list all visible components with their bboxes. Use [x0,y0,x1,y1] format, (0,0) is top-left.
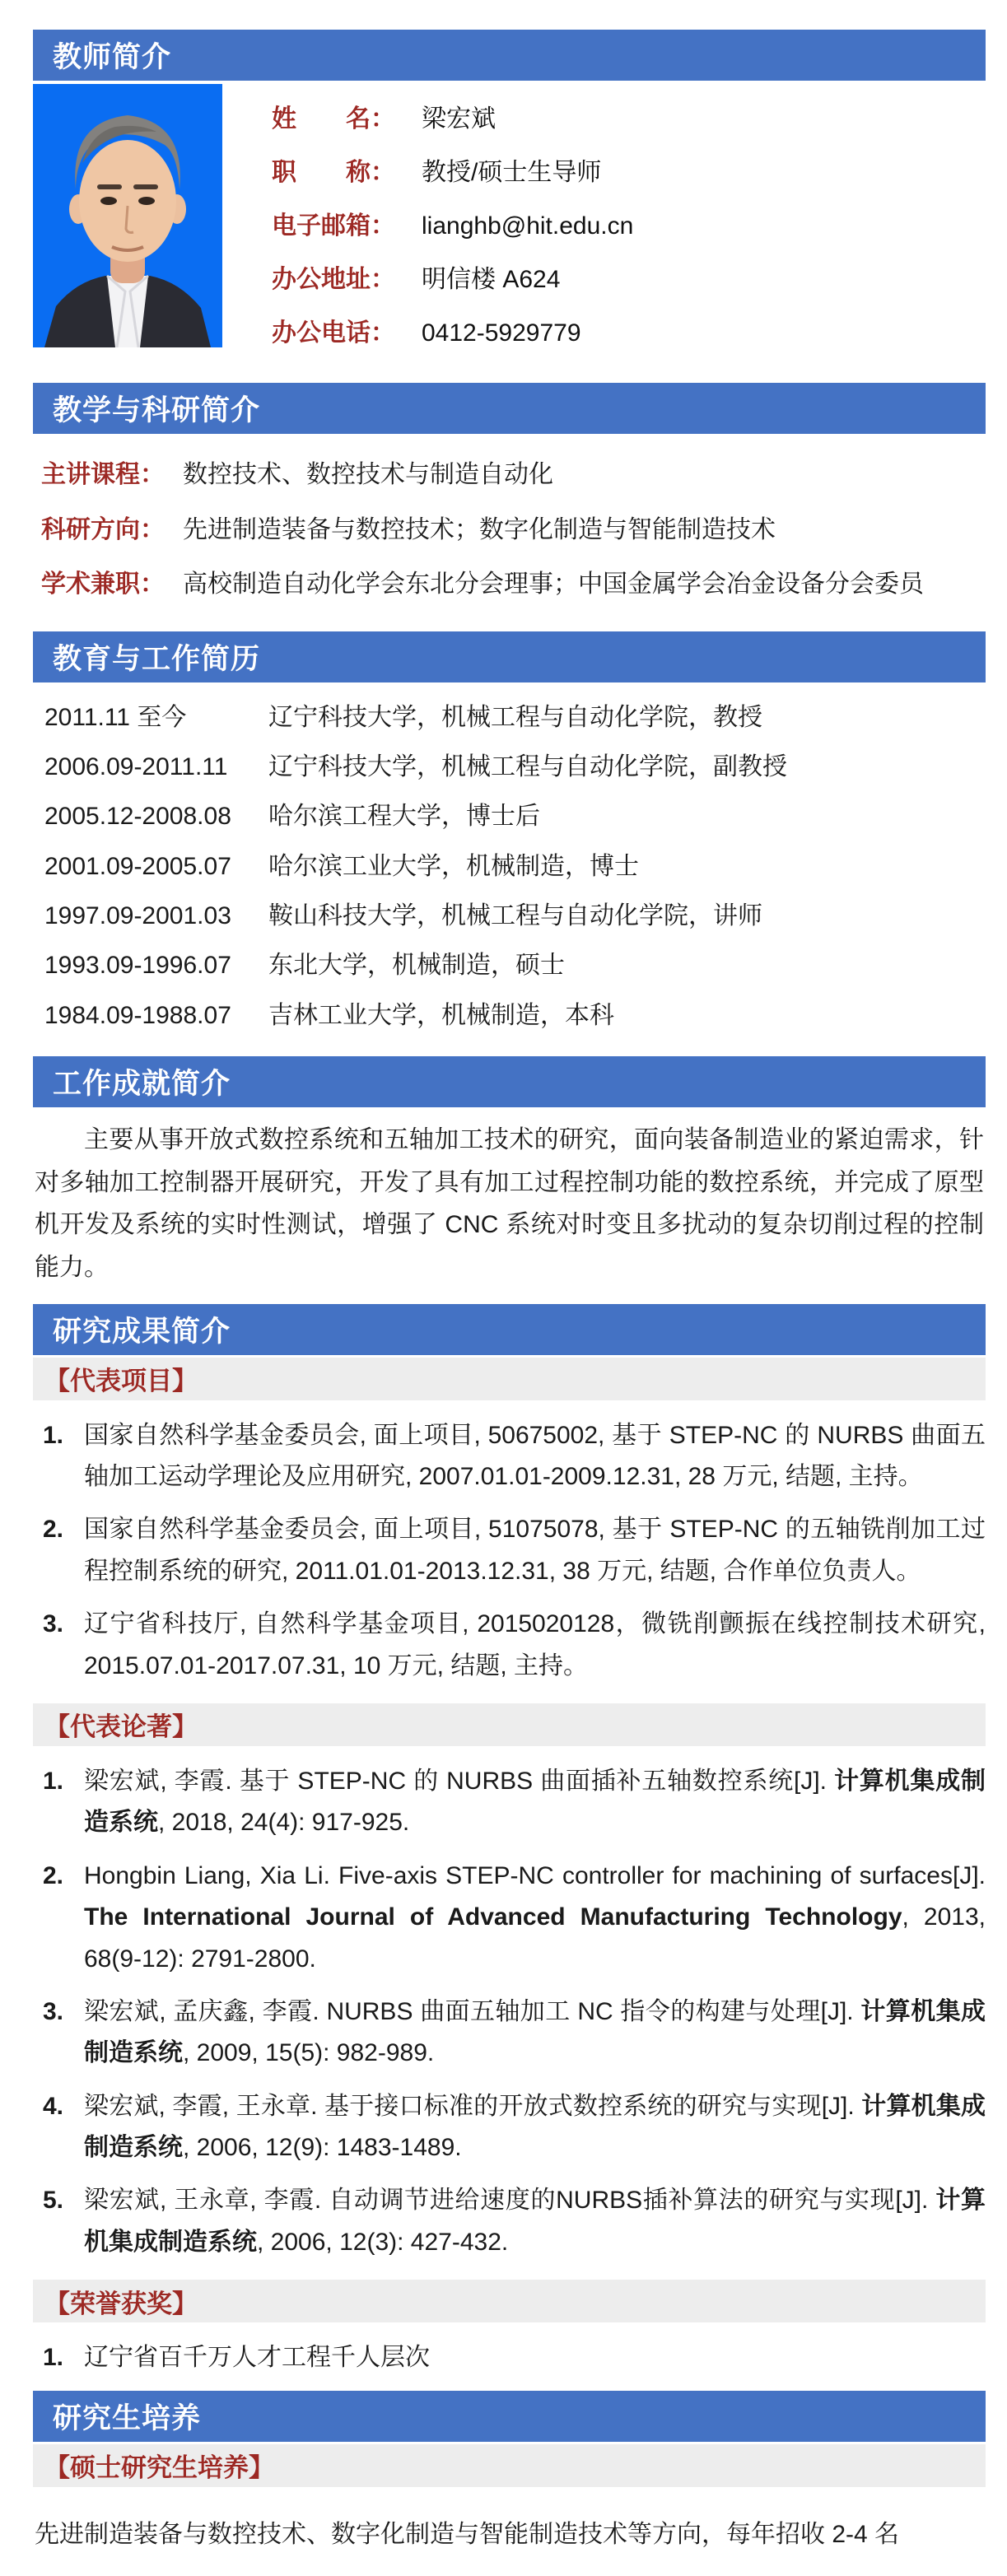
subheading-representative-publications: 【代表论著】 [33,1703,986,1746]
teaching-row-text: 先进制造装备与数控技术；数字化制造与智能制造技术 [183,515,776,543]
publication-item [33,2086,986,2169]
section-bar-teacher-intro [33,30,986,81]
publication-segment: , 2009, 15(5): 982-989. [183,2039,435,2067]
project-item [33,1509,986,1592]
item-number: 5. [43,2187,64,2215]
publication-list [33,1759,986,2263]
education-detail: 辽宁科技大学，机械工程与自动化学院，教授 [268,703,762,731]
item-number: 1. [43,1767,64,1795]
education-detail: 辽宁科技大学，机械工程与自动化学院，副教授 [268,752,787,780]
teaching-row-text: 高校制造自动化学会东北分会理事；中国金属学会冶金设备分会委员 [183,571,924,598]
education-row [44,945,986,986]
item-number: 3. [43,1997,64,2025]
publication-item [33,1991,986,2075]
publication-text [84,1768,986,1836]
field-value: lianghb@hit.edu.cn [422,212,634,240]
publication-segment: , 2018, 24(4): 917-925. [158,1809,410,1837]
teaching-row [41,459,986,492]
section-bar-graduate-training [33,2391,986,2442]
publication-segment: 计算机集成制造系统 [84,2187,986,2256]
publication-segment: The International Journal of Advanced Manufacturing Technology [84,1903,902,1931]
faculty-profile-page [33,30,986,2576]
project-text: 辽宁省科技厅, 自然科学基金项目, 2015020128，微铣削颤振在线控制技术研究, 2015.07.01-2017.07.31, 10 万元, 结题, 主持。 [84,1610,986,1679]
project-item [33,1604,986,1687]
contact-field-row [272,105,986,133]
education-period: 1984.09-1988.07 [44,1001,231,1029]
subheading-representative-projects: 【代表项目】 [33,1358,986,1400]
education-detail: 鞍山科技大学，机械工程与自动化学院，讲师 [268,902,762,930]
education-detail: 吉林工业大学，机械制造，本科 [268,1001,614,1029]
field-label: 办公地址： [272,266,395,293]
section-bar-achievements [33,1056,986,1107]
education-period: 2006.09-2011.11 [44,752,228,780]
education-rows [33,682,986,1057]
achievements-paragraph: 主要从事开放式数控系统和五轴加工技术的研究，面向装备制造业的紧迫需求，针对多轴加工控制器开展研究，开发了具有加工过程控制功能的数控系统，并完成了原型机开发及系统的实时性测试，增强了 CNC 系统对时变且多扰动的复杂切削过程的控制能力。 [35,1126,984,1282]
education-period: 1993.09-1996.07 [44,952,231,980]
teaching-row [41,514,986,547]
teaching-row-text: 数控技术、数控技术与制造自动化 [183,461,553,488]
publication-text [84,2093,986,2161]
section-title: 教育与工作简历 [53,642,261,675]
section-bar-teaching-research [33,383,986,434]
publication-text [84,1862,986,1973]
profile-photo [33,84,222,347]
education-row [44,995,986,1036]
subheading-masters-training: 【硕士研究生培养】 [33,2444,986,2487]
field-value: 0412-5929779 [422,319,581,347]
project-text: 国家自然科学基金委员会, 面上项目, 51075078, 基于 STEP-NC 的五轴铣削加工过程控制系统的研究, 2011.01.01-2013.12.31, 38 万元, 结题, 合作单位负责人。 [84,1516,986,1585]
publication-segment: , 2006, 12(9): 1483-1489. [183,2134,462,2162]
publication-item [33,1761,986,1844]
contact-field-row [272,159,986,186]
teaching-rows [33,434,986,631]
publication-segment: 计算机集成制造系统 [84,1997,986,2067]
publication-segment: 计算机集成制造系统 [84,1767,986,1837]
section-bar-research-results [33,1304,986,1355]
education-detail: 东北大学，机械制造，硕士 [268,952,565,980]
item-number: 3. [43,1610,64,1638]
publication-text [84,1998,986,2066]
education-period: 2005.12-2008.08 [44,803,231,831]
teaching-row-label: 主讲课程： [41,461,165,488]
honor-item [33,2337,986,2378]
field-label: 姓 名： [272,105,395,133]
teaching-row [41,568,986,602]
honor-text: 辽宁省百千万人才工程千人层次 [84,2344,430,2372]
publication-segment: 计算机集成制造系统 [84,2092,986,2162]
education-row [44,697,986,738]
contact-fields [222,84,986,373]
education-detail: 哈尔滨工业大学，机械制造，博士 [268,852,639,880]
education-period: 1997.09-2001.03 [44,902,231,930]
education-period: 2001.09-2005.07 [44,852,231,880]
field-value: 教授/硕士生导师 [422,159,602,186]
item-number: 1. [43,2344,64,2372]
field-label: 办公电话： [272,319,395,347]
publication-segment: 梁宏斌, 王永章, 李霞. 自动调节进给速度的NURBS插补算法的研究与实现[J]. [84,2187,936,2215]
section-title: 教师简介 [53,41,172,73]
education-detail: 哈尔滨工程大学，博士后 [268,803,540,831]
item-number: 2. [43,1516,64,1544]
teaching-row-label: 科研方向： [41,515,165,543]
publication-segment: 梁宏斌, 李霞. 基于 STEP-NC 的 NURBS 曲面插补五轴数控系统[J]. [84,1767,835,1795]
education-row [44,896,986,937]
field-label: 电子邮箱： [272,212,395,240]
education-row [44,846,986,887]
item-number: 1. [43,1421,64,1449]
project-text: 国家自然科学基金委员会, 面上项目, 50675002, 基于 STEP-NC 的 NURBS 曲面五轴加工运动学理论及应用研究, 2007.01.01-2009.12.31, 28 万元, 结题, 主持。 [84,1421,986,1490]
section-title: 研究生培养 [53,2401,202,2434]
publication-item [33,2180,986,2263]
contact-field-row [272,212,986,240]
publication-segment: 梁宏斌, 李霞, 王永章. 基于接口标准的开放式数控系统的研究与实现[J]. [84,2092,862,2120]
project-item [33,1415,986,1498]
honor-list [33,2336,986,2378]
section-title: 研究成果简介 [53,1315,231,1348]
education-period: 2011.11 至今 [44,703,187,731]
publication-segment: 梁宏斌, 孟庆鑫, 李霞. NURBS 曲面五轴加工 NC 指令的构建与处理[J]. [84,1997,861,2025]
item-number: 4. [43,2092,64,2120]
field-value: 梁宏斌 [422,105,496,133]
project-list [33,1414,986,1687]
field-value: 明信楼 A624 [422,266,561,293]
publication-segment: , 2006, 12(3): 427-432. [257,2228,509,2256]
field-label: 职 称： [272,159,395,186]
item-number: 2. [43,1861,64,1889]
education-row [44,747,986,788]
teaching-row-label: 学术兼职： [41,571,165,598]
publication-text [84,2187,986,2255]
education-row [44,796,986,837]
profile-section [33,81,986,383]
section-bar-education-history [33,631,986,682]
subheading-honors: 【荣誉获奖】 [33,2280,986,2322]
section-title: 教学与科研简介 [53,394,261,426]
publication-segment: , 2013, 68(9-12): 2791-2800. [84,1903,986,1973]
section-title: 工作成就简介 [53,1068,231,1101]
publication-item [33,1856,986,1980]
contact-field-row [272,266,986,293]
contact-field-row [272,319,986,347]
graduate-training-text: 先进制造装备与数控技术、数字化制造与智能制造技术等方向，每年招收 2-4 名 [35,2520,900,2548]
publication-segment: Hongbin Liang, Xia Li. Five-axis STEP-NC controller for machining of surfaces[J]. [84,1861,986,1889]
